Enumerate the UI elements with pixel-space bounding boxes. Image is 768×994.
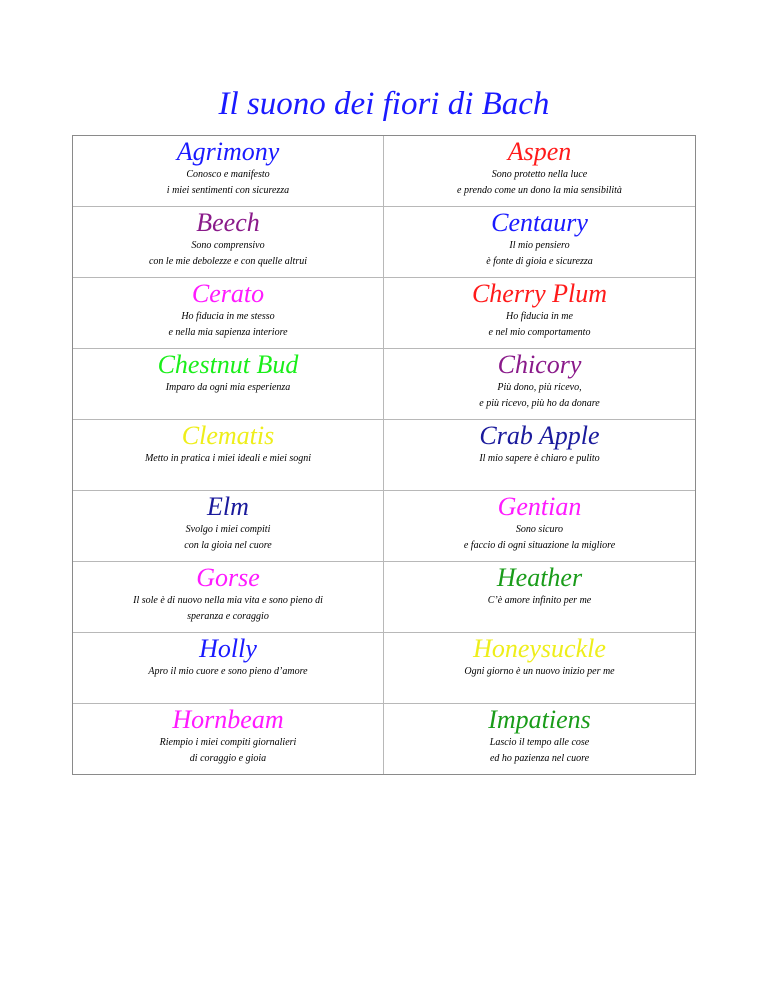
affirmation-line: Imparo da ogni mia esperienza [165,382,291,393]
table-row [73,419,695,490]
affirmation-line: Più dono, più ricevo, [497,382,582,393]
affirmation-line: Sono protetto nella luce [491,169,588,180]
affirmation-line: di coraggio e gioia [189,753,267,764]
affirmation-line: Sono sicuro [515,524,564,535]
flower-name: Elm [207,492,249,521]
affirmation-line: Apro il mio cuore e sono pieno d’amore [148,666,308,677]
flower-cell [73,562,384,632]
affirmation-line: Riempio i miei compiti giornalieri [159,737,297,748]
flower-cell [384,278,695,348]
table-row [73,136,695,206]
affirmation-line: e nel mio comportamento [488,327,591,338]
affirmation-line: Sono comprensivo [191,240,265,251]
table-row [73,561,695,632]
affirmation-line: C’è amore infinito per me [487,595,592,606]
affirmation-line: con la gioia nel cuore [184,540,272,551]
affirmation-line: e faccio di ogni situazione la migliore [463,540,616,551]
affirmation-line: e più ricevo, più ho da donare [479,398,600,409]
flower-cell [384,420,695,490]
flower-name: Cherry Plum [471,279,608,308]
affirmation-line: Metto in pratica i miei ideali e miei sogni [144,453,312,464]
flower-cell [73,491,384,561]
table-row [73,206,695,277]
page-title: Il suono dei fiori di Bach [218,86,550,122]
flower-name: Hornbeam [172,705,284,734]
affirmation-line: Il mio pensiero [509,240,570,251]
affirmation-line: Conosco e manifesto [186,169,270,180]
flower-cell [73,633,384,703]
flower-cell [384,633,695,703]
flower-table [72,135,696,775]
flower-name: Beech [196,208,260,237]
table-row [73,703,695,774]
flower-name: Heather [496,563,583,592]
affirmation-line: Lascio il tempo alle cose [489,737,590,748]
flower-name: Clematis [181,421,275,450]
flower-cell [384,207,695,277]
flower-name: Gentian [497,492,582,521]
affirmation-line: Svolgo i miei compiti [185,524,271,535]
flower-cell [384,349,695,419]
affirmation-line: Ho fiducia in me stesso [181,311,275,322]
flower-name: Crab Apple [479,421,600,450]
affirmation-line: Il mio sapere è chiaro e pulito [479,453,600,464]
flower-cell [73,420,384,490]
flower-cell [73,136,384,206]
table-row [73,632,695,703]
flower-name: Gorse [196,563,260,592]
flower-cell [384,136,695,206]
flower-name: Holly [199,634,257,663]
flower-name: Honeysuckle [473,634,606,663]
flower-name: Centaury [491,208,588,237]
flower-cell [73,207,384,277]
affirmation-line: speranza e coraggio [187,611,269,622]
flower-cell [73,278,384,348]
affirmation-line: Ho fiducia in me [506,311,573,322]
table-row [73,490,695,561]
flower-name: Chestnut Bud [157,350,299,379]
flower-cell [384,491,695,561]
table-row [73,348,695,419]
flower-cell [73,704,384,774]
affirmation-line: Ogni giorno è un nuovo inizio per me [464,666,615,677]
table-row [73,277,695,348]
affirmation-line: e nella mia sapienza interiore [168,327,288,338]
flower-name: Aspen [507,137,572,166]
flower-name: Chicory [497,350,582,379]
flower-cell [384,704,695,774]
affirmation-line: con le mie debolezze e con quelle altrui [148,256,307,267]
flower-name: Cerato [191,279,265,308]
flower-name: Impatiens [488,705,591,734]
affirmation-line: è fonte di gioia e sicurezza [486,256,593,267]
flower-name: Agrimony [176,137,280,166]
affirmation-line: ed ho pazienza nel cuore [489,753,590,764]
affirmation-line: i miei sentimenti con sicurezza [166,185,290,196]
affirmation-line: Il sole è di nuovo nella mia vita e sono pieno di [133,595,323,606]
flower-cell [73,349,384,419]
flower-cell [384,562,695,632]
affirmation-line: e prendo come un dono la mia sensibilità [457,185,622,196]
